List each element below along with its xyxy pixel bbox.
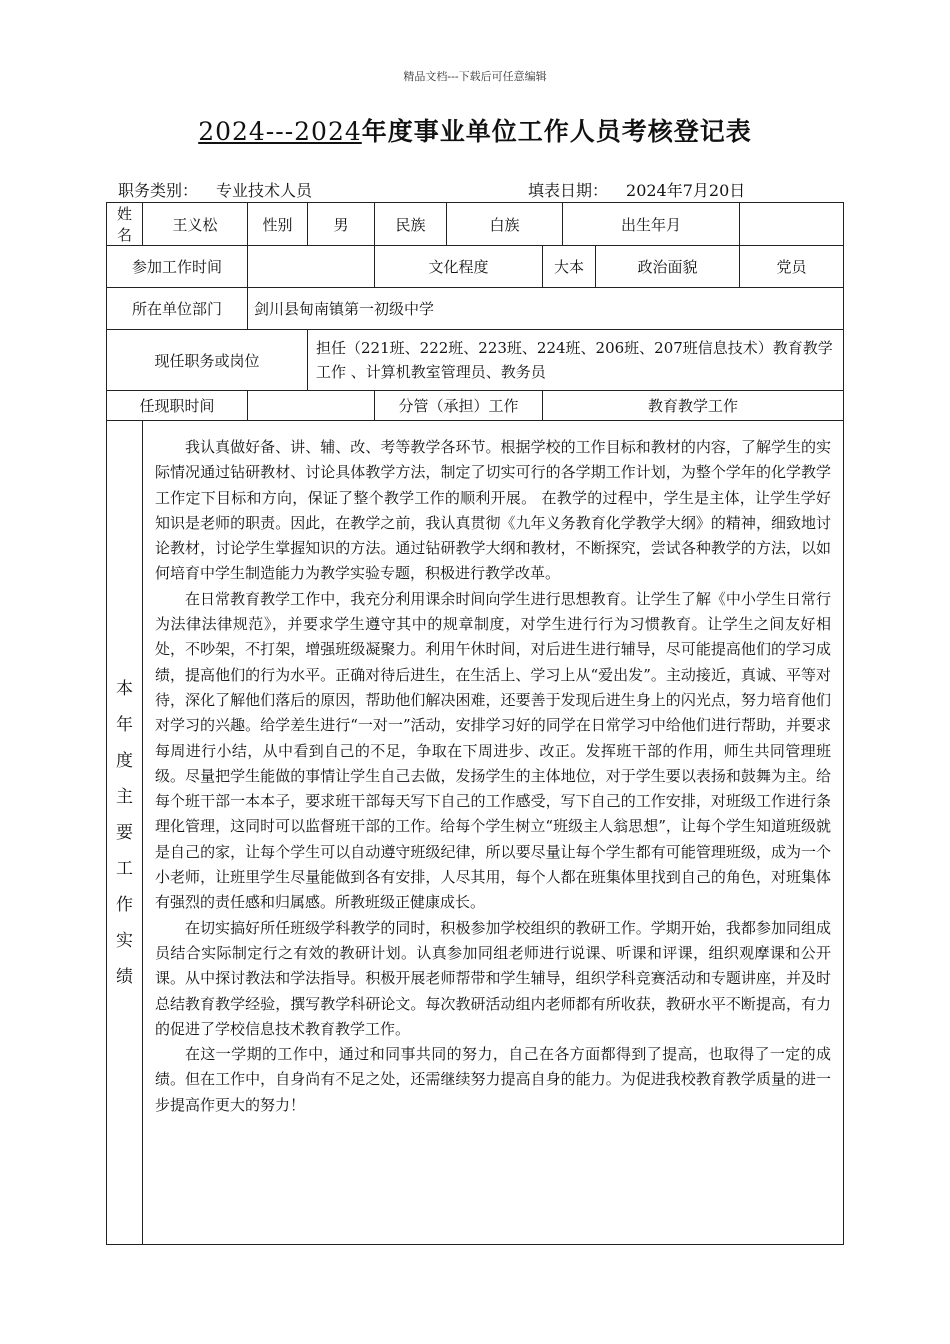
charge-value: 教育教学工作 (543, 391, 844, 421)
ethnic-label: 民族 (375, 203, 447, 246)
ethnic-value: 白族 (447, 203, 563, 246)
row-unit (107, 288, 844, 330)
charge-label: 分管（承担）工作 (375, 391, 543, 421)
side-char: 本 (116, 678, 133, 699)
gender-value: 男 (308, 203, 375, 246)
row-work-info (107, 246, 844, 288)
row-achievement (107, 421, 844, 1245)
post-time-label: 任现职时间 (107, 391, 248, 421)
header-note: 精品文档---下载后可任意编辑 (403, 70, 547, 83)
education-label: 文化程度 (375, 246, 543, 288)
registration-table (106, 202, 844, 1245)
side-char: 绩 (116, 966, 133, 987)
title-text: 年度事业单位工作人员考核登记表 (361, 117, 752, 146)
education-value: 大本 (543, 246, 596, 288)
title-year: 2024---2024 (198, 117, 362, 146)
name-label: 姓名 (107, 203, 143, 246)
post-label: 现任职务或岗位 (107, 330, 308, 391)
side-char: 作 (116, 894, 133, 915)
unit-value: 剑川县甸南镇第一初级中学 (248, 288, 844, 330)
fill-date-label: 填表日期： (528, 181, 609, 200)
side-char: 实 (116, 930, 133, 951)
fill-date (528, 178, 745, 201)
gender-label: 性别 (248, 203, 308, 246)
row-post (107, 330, 844, 391)
birth-label: 出生年月 (563, 203, 740, 246)
side-char: 工 (116, 858, 133, 879)
job-category (118, 178, 312, 201)
achievement-body (143, 421, 844, 1245)
unit-label: 所在单位部门 (107, 288, 248, 330)
achievement-paragraph: 在这一学期的工作中，通过和同事共同的努力，自己在各方面都得到了提高，也取得了一定的成绩。但在工作中，自身尚有不足之处，还需继续努力提高自身的能力。为促进我校教育教学质量的进一步提高作更大的努力！ (155, 1045, 832, 1114)
page-title (0, 112, 950, 148)
achievement-side-label (107, 421, 143, 1245)
political-label: 政治面貌 (596, 246, 740, 288)
work-start-value (248, 246, 375, 288)
work-start-label: 参加工作时间 (107, 246, 248, 288)
row-post-time (107, 391, 844, 421)
post-value: 担任（221班、222班、223班、224班、206班、207班信息技术）教育教学工作 、计算机教室管理员、教务员 (308, 330, 844, 391)
achievement-paragraph: 我认真做好备、讲、辅、改、考等教学各环节。根据学校的工作目标和教材的内容，了解学生的实际情况通过钻研教材、讨论具体教学方法，制定了切实可行的各学期工作计划，为整个学年的化学教学工作定下目标和方向，保证了整个教学工作的顺利开展。 在教学的过程中，学生是主体，让学生学好知识是老师的职责。因此，在教学之前，我认真贯彻《九年义务教育化学教学大纲》的精神，细致地讨论教材，讨论学生掌握知识的方法。通过钻研教学大纲和教材，不断探究，尝试各种教学的方法，以如何培育中学生制造能力为教学实验专题，积极进行教学改革。 (155, 438, 832, 583)
job-category-label: 职务类别： (118, 181, 199, 200)
political-value: 党员 (740, 246, 844, 288)
post-time-value (248, 391, 375, 421)
side-char: 主 (116, 786, 133, 807)
row-basic-info (107, 203, 844, 246)
side-char: 要 (116, 822, 133, 843)
achievement-paragraph: 在日常教育教学工作中，我充分利用课余时间向学生进行思想教育。让学生了解《中小学生日常行为法律法律规范》，并要求学生遵守其中的规章制度，对学生进行行为习惯教育。让学生之间友好相处，不吵架，不打架，增强班级凝聚力。利用午休时间，对后进生进行辅导，尽可能提高他们的学习成绩，提高他们的行为水平。正确对待后进生，在生活上、学习上从“爱出发”。主动接近，真诚、平等对待，深化了解他们落后的原因，帮助他们解决困难，还要善于发现后进生身上的闪光点，努力培育他们对学习的兴趣。给学差生进行“一对一”活动，安排学习好的同学在日常学习中给他们进行帮助，并要求每周进行小结，从中看到自己的不足，争取在下周进步、改正。发挥班干部的作用，师生共同管理班级。尽量把学生能做的事情让学生自己去做，发扬学生的主体地位，对于学生要以表扬和鼓舞为主。给每个班干部一本本子，要求班干部每天写下自己的工作感受，写下自己的工作安排，对班级工作进行条理化管理，这同时可以监督班干部的工作。给每个学生树立“班级主人翁思想”，让每个学生知道班级就是自己的家，让每个学生可以自动遵守班级纪律，所以要尽量让每个学生都有可能管理班级，成为一个小老师，让班里学生尽量能做到各有安排，人尽其用，每个人都在班集体里找到自己的角色，对班集体有强烈的责任感和归属感。所教班级正健康成长。 (155, 589, 832, 912)
birth-value (740, 203, 844, 246)
achievement-paragraph: 在切实搞好所任班级学科教学的同时，积极参加学校组织的教研工作。学期开始，我都参加同组成员结合实际制定行之有效的教研计划。认真参加同组老师进行说课、听课和评课，组织观摩课和公开课。从中探讨教法和学法指导。积极开展老师帮带和学生辅导，组织学科竞赛活动和专题讲座，并及时总结教育教学经验，撰写教学科研论文。每次教研活动组内老师都有所收获，教研水平不断提高，有力的促进了学校信息技术教育教学工作。 (155, 918, 832, 1038)
side-char: 年 (116, 714, 133, 735)
fill-date-value: 2024年7月20日 (626, 181, 746, 200)
job-category-value: 专业技术人员 (216, 181, 313, 200)
name-value: 王义松 (143, 203, 248, 246)
side-char: 度 (116, 750, 133, 771)
